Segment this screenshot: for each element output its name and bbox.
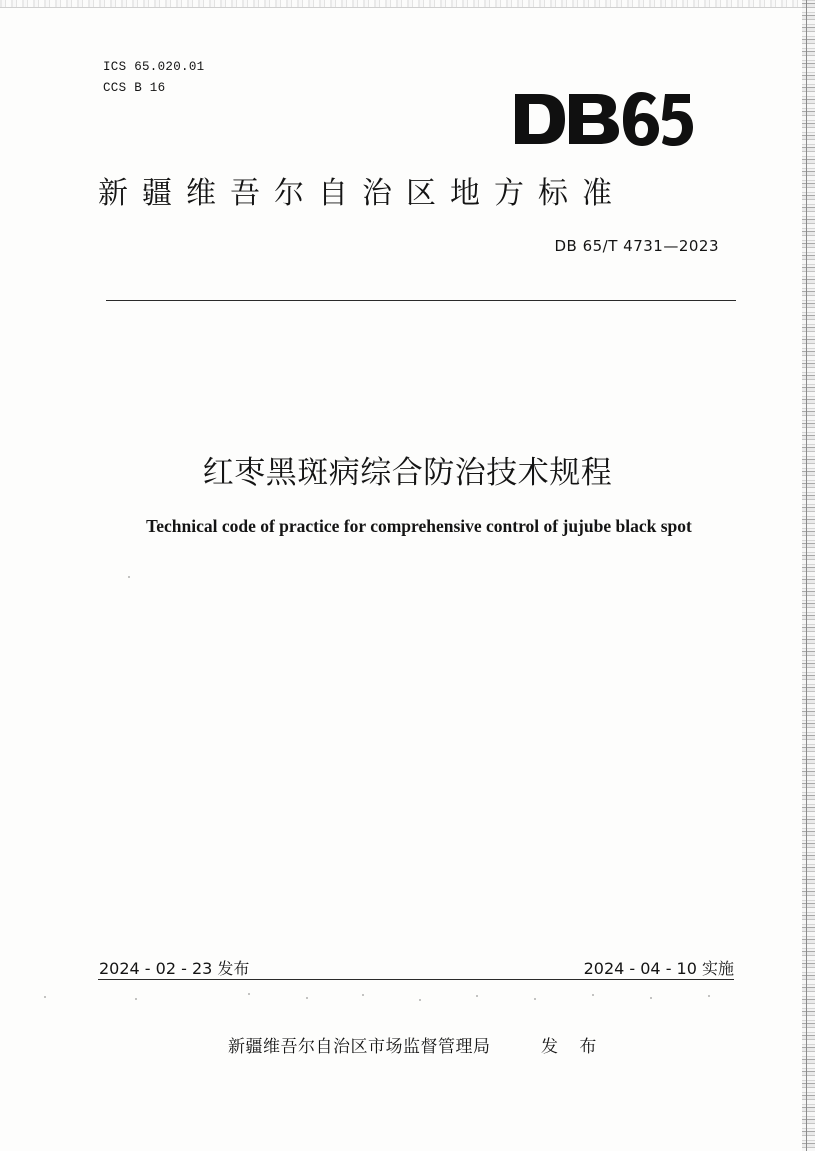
title-chinese: 红枣黑斑病综合防治技术规程 [202, 455, 613, 491]
header-divider [106, 300, 736, 301]
ics-code: ICS 65.020.01 [103, 60, 205, 74]
scan-speck [708, 995, 710, 997]
scan-speck [248, 993, 250, 995]
scan-speck [362, 994, 364, 996]
issue-date: 2024 - 02 - 23 发布 [99, 959, 250, 978]
scan-speck [419, 999, 421, 1001]
scan-speck [592, 994, 594, 996]
title-english: Technical code of practice for comprehensive control of jujube black spot [146, 516, 692, 536]
scan-artifact-top-line [0, 7, 815, 8]
publisher-name: 新疆维吾尔自治区市场监督管理局 [228, 1037, 491, 1057]
standard-number: DB 65/T 4731—2023 [554, 237, 719, 255]
scan-speck [534, 998, 536, 1000]
footer-divider [98, 979, 734, 980]
standard-category-title: 新疆维吾尔自治区地方标准 [98, 176, 626, 211]
scan-speck [650, 997, 652, 999]
implementation-date: 2024 - 04 - 10 实施 [583, 959, 734, 978]
scan-speck [135, 998, 137, 1000]
scan-artifact-right [802, 0, 815, 1151]
db65-logo [513, 88, 693, 150]
publish-label: 发 布 [541, 1037, 605, 1057]
scan-speck [44, 996, 46, 998]
scan-speck [306, 997, 308, 999]
scan-artifact-right-edge [806, 0, 807, 1151]
scan-speck [476, 995, 478, 997]
ccs-code: CCS B 16 [103, 81, 166, 95]
scan-speck [128, 576, 130, 578]
